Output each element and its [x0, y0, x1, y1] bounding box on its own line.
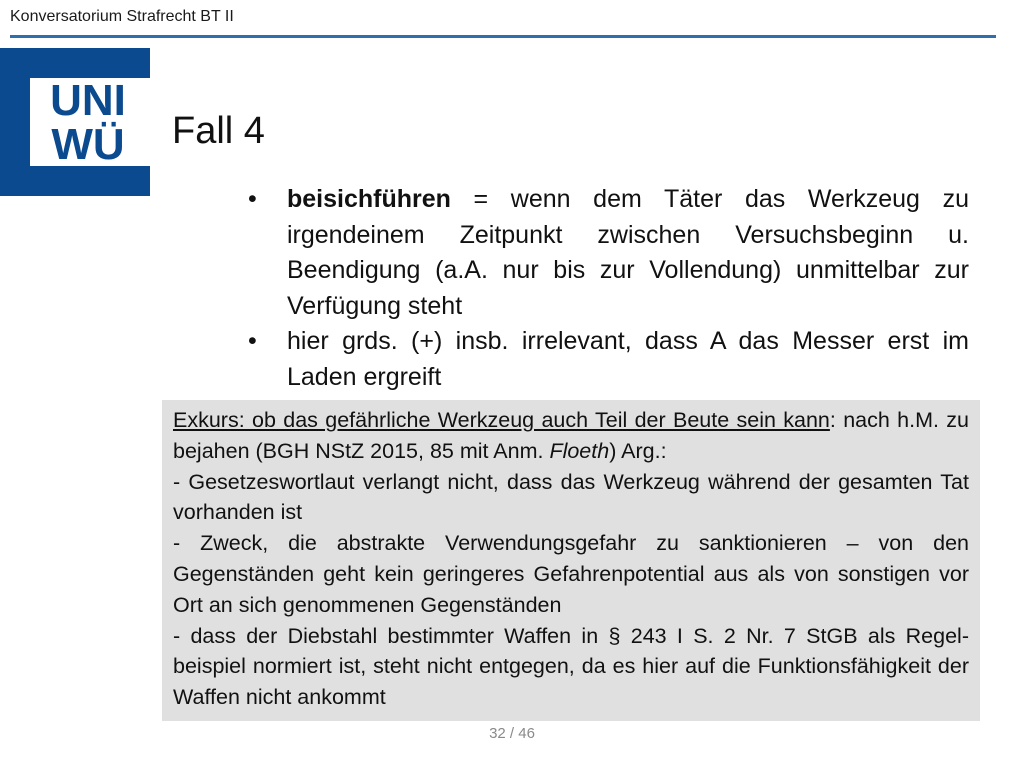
bullet-marker: •: [248, 327, 257, 355]
bullet-item: [248, 182, 969, 324]
bullet-text: hier grds. (+) insb. irrelevant, dass A das Messer erst im Laden ergreift: [287, 327, 969, 391]
excursus-box: [162, 400, 980, 721]
excursus-point: - dass der Diebstahl bestimmter Waffen in § 243 I S. 2 Nr. 7 StGB als Regel-beispiel normiert ist, steht nicht entgegen, da es hier auf die Funktionsfähigkeit der Waffen nicht ankommt: [173, 623, 969, 710]
excursus-author: Floeth: [549, 438, 610, 463]
excursus-point: - Gesetzeswortlaut verlangt nicht, dass das Werkzeug während der gesamten Tat vorhanden ist: [173, 469, 969, 525]
logo-text-line2: WÜ: [51, 120, 125, 169]
bullet-marker: •: [248, 185, 257, 213]
bullet-list: [248, 182, 969, 395]
bullet-item: [248, 324, 969, 395]
excursus-point: - Zweck, die abstrakte Verwendungsgefahr zu sanktionieren – von den Gegenständen geht kein geringeres Gefahrenpotential aus als von sonstigen vor Ort an sich genommenen Gegenständen: [173, 531, 969, 617]
bullet-text: = wenn dem Täter das Werkzeug zu irgendeinem Zeitpunkt zwischen Versuchsbeginn u. Beendigung (a.A. nur bis zur Vollendung) unmittelbar zur Verfügung steht: [287, 185, 969, 320]
header-divider: [10, 35, 996, 38]
excursus-intro-end: ) Arg.:: [609, 438, 667, 463]
bullet-term: beisichführen: [287, 185, 451, 213]
logo-mark: [0, 48, 150, 196]
excursus-intro: [173, 405, 969, 467]
excursus-intro-text: : nach h.M. zu bejahen (BGH NStZ 2015, 85 mit Anm.: [173, 408, 969, 463]
excursus-heading: Exkurs: ob das gefährliche Werkzeug auch Teil der Beute sein kann: [173, 408, 830, 432]
header-title: Konversatorium Strafrecht BT II: [10, 8, 234, 25]
page-number: 32 / 46: [489, 725, 535, 742]
logo-text-line1: UNI: [50, 76, 126, 125]
slide-title: Fall 4: [172, 110, 265, 152]
university-logo: [0, 48, 150, 196]
